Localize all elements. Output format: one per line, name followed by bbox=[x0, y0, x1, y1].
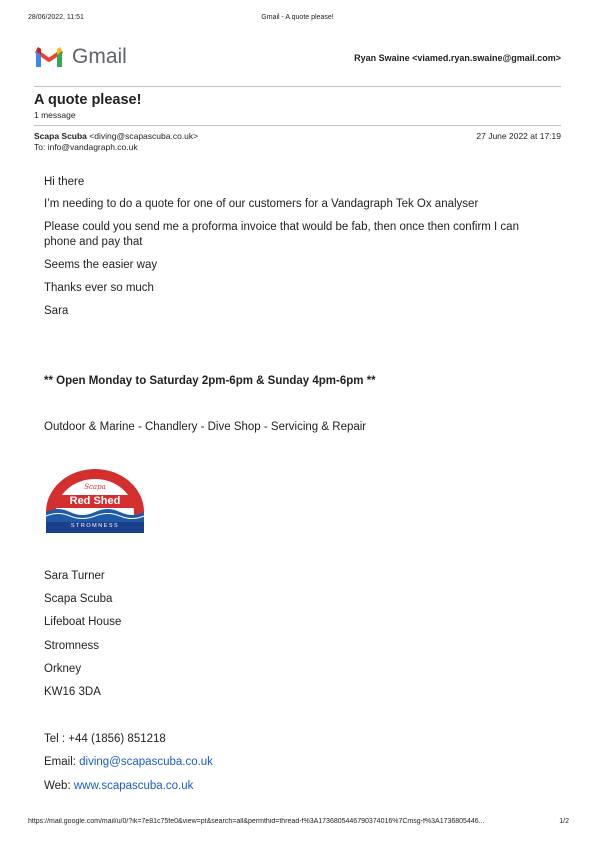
sender-name: Scapa Scuba bbox=[34, 131, 87, 141]
address-line: Orkney bbox=[44, 663, 82, 675]
sender bbox=[34, 131, 198, 141]
body-line: I’m needing to do a quote for one of our customers for a Vandagraph Tek Ox analyser bbox=[44, 198, 479, 210]
email-row bbox=[44, 756, 213, 768]
address-line: Lifeboat House bbox=[44, 616, 122, 628]
message-count: 1 message bbox=[34, 110, 76, 120]
subject-divider bbox=[34, 125, 561, 126]
address-line: Scapa Scuba bbox=[44, 593, 113, 605]
body-signoff: Sara bbox=[44, 305, 69, 317]
web-link[interactable]: www.scapascuba.co.uk bbox=[73, 780, 194, 792]
gmail-m-icon bbox=[34, 45, 64, 69]
body-line: phone and pay that bbox=[44, 236, 143, 248]
email-link[interactable]: diving@scapascuba.co.uk bbox=[79, 756, 213, 768]
telephone: Tel : +44 (1856) 851218 bbox=[44, 733, 166, 745]
web-label: Web: bbox=[44, 780, 71, 792]
body-line: Please could you send me a proforma invoice that would be fab, then once then confirm I can bbox=[44, 221, 519, 233]
opening-hours: ** Open Monday to Saturday 2pm-6pm & Sunday 4pm-6pm ** bbox=[44, 375, 376, 387]
address-line: KW16 3DA bbox=[44, 686, 101, 698]
message-date: 27 June 2022 at 17:19 bbox=[476, 131, 561, 141]
thread-subject: A quote please! bbox=[34, 92, 142, 108]
print-url: https://mail.google.com/mail/u/0/?ik=7e81c75fe0&view=pt&search=all&permthid=thread-f%3A1736805446790374016%7Cmsg-f%3A1736805446... bbox=[28, 818, 485, 825]
logo-brand-main: Red Shed bbox=[69, 495, 121, 507]
address-line: Sara Turner bbox=[44, 570, 105, 582]
print-datetime: 28/06/2022, 11:51 bbox=[28, 14, 84, 21]
body-line: Seems the easier way bbox=[44, 259, 158, 271]
address-line: Stromness bbox=[44, 640, 99, 652]
account-name: Ryan Swaine <viamed.ryan.swaine@gmail.com> bbox=[354, 53, 561, 63]
recipient: To: info@vandagraph.co.uk bbox=[34, 142, 138, 152]
email-label: Email: bbox=[44, 756, 76, 768]
web-row bbox=[44, 780, 193, 792]
print-title: Gmail - A quote please! bbox=[261, 14, 334, 21]
services-line: Outdoor & Marine - Chandlery - Dive Shop - Servicing & Repair bbox=[44, 421, 367, 433]
print-page-number: 1/2 bbox=[559, 818, 569, 825]
header-divider bbox=[34, 86, 561, 87]
body-line: Hi there bbox=[44, 176, 85, 188]
sender-email: <diving@scapascuba.co.uk> bbox=[89, 131, 199, 141]
logo-town: STROMNESS bbox=[70, 523, 120, 529]
body-line: Thanks ever so much bbox=[44, 282, 154, 294]
red-shed-logo bbox=[44, 466, 146, 533]
gmail-logo-text: Gmail bbox=[72, 45, 127, 68]
logo-brand-small: Scapa bbox=[84, 483, 106, 491]
